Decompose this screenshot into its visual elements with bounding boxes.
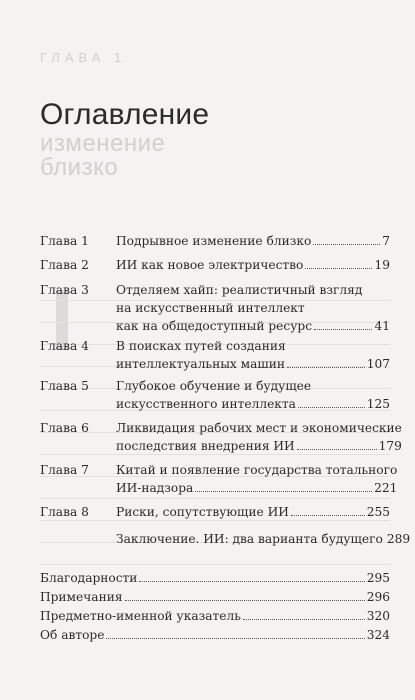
back-matter-entry (40, 590, 390, 609)
toc-entry (40, 463, 398, 499)
chapter-number: Глава 7 (40, 463, 89, 477)
toc-entry (40, 258, 390, 276)
toc-entry (40, 421, 402, 457)
chapter-number: Глава 5 (40, 379, 89, 393)
chapter-title-line: интеллектуальных машин (116, 357, 285, 371)
chapter-number: Глава 6 (40, 421, 89, 435)
chapter-title-line: Подрывное изменение близко (116, 234, 312, 248)
chapter-number: Глава 2 (40, 258, 89, 272)
page-number: 179 (378, 439, 402, 453)
toc-entry (40, 532, 411, 550)
chapter-number: Глава 1 (40, 234, 89, 248)
page-number: 320 (366, 609, 390, 623)
chapter-title-line: ИИ-надзора (116, 481, 194, 495)
page-number: 107 (366, 357, 390, 371)
dot-leader (291, 515, 365, 516)
dot-leader (305, 268, 372, 269)
back-matter-label: Благодарности (40, 571, 138, 585)
dot-leader (125, 600, 365, 601)
page-title: Оглавление (40, 98, 210, 131)
chapter-title-line: искусственного интеллекта (116, 397, 296, 411)
dot-leader (195, 491, 372, 492)
chapter-title-line: Отделяем хайп: реалистичный взгляд (116, 283, 363, 297)
page-number: 295 (366, 571, 390, 585)
page-number: 221 (374, 481, 398, 495)
dot-leader (314, 329, 372, 330)
toc-entry (40, 379, 390, 415)
toc-entry (40, 339, 390, 375)
chapter-title-line: как на общедоступный ресурс (116, 319, 313, 333)
page-number: 19 (374, 258, 390, 272)
toc-entry (40, 283, 390, 337)
dot-leader (298, 407, 365, 408)
back-matter-label: Примечания (40, 590, 123, 604)
faded-chapter-title: изменение близко (40, 130, 166, 181)
chapter-number: Глава 4 (40, 339, 89, 353)
dot-leader (139, 581, 364, 582)
chapter-number (40, 532, 116, 550)
page-number: 255 (366, 505, 390, 519)
toc-entry (40, 234, 390, 252)
dot-leader (106, 638, 364, 639)
page-number: 7 (382, 234, 390, 248)
page-number: 324 (366, 628, 390, 642)
toc-entry (40, 505, 390, 523)
chapter-number: Глава 8 (40, 505, 89, 519)
page-number: 125 (366, 397, 390, 411)
back-matter-entry (40, 609, 390, 628)
dot-leader (313, 244, 380, 245)
back-matter-label: Об авторе (40, 628, 105, 642)
chapter-title-line: ИИ как новое электричество (116, 258, 304, 272)
chapter-title-line: Ликвидация рабочих мест и экономические (116, 421, 402, 435)
page-number: 289 (386, 532, 411, 546)
faded-chapter-kicker: ГЛАВА 1 (40, 50, 127, 65)
back-matter-label: Предметно-именной указатель (40, 609, 241, 623)
chapter-title-line: Глубокое обучение и будущее (116, 379, 312, 393)
page-number: 296 (366, 590, 390, 604)
chapter-title-line: на искусственный интеллект (116, 301, 305, 315)
chapter-title-line: В поисках путей создания (116, 339, 286, 353)
dot-leader (297, 449, 377, 450)
chapter-title-line: последствия внедрения ИИ (116, 439, 295, 453)
page-number: 41 (374, 319, 390, 333)
back-matter-list (40, 571, 390, 647)
chapter-number: Глава 3 (40, 283, 89, 297)
dot-leader (243, 619, 365, 620)
back-matter-entry (40, 628, 390, 647)
chapter-title-line: Китай и появление государства тотального (116, 463, 398, 477)
chapter-title-line: Заключение. ИИ: два варианта будущего (116, 532, 383, 546)
back-matter-entry (40, 571, 390, 590)
chapter-title-line: Риски, сопутствующие ИИ (116, 505, 289, 519)
dot-leader (287, 367, 365, 368)
